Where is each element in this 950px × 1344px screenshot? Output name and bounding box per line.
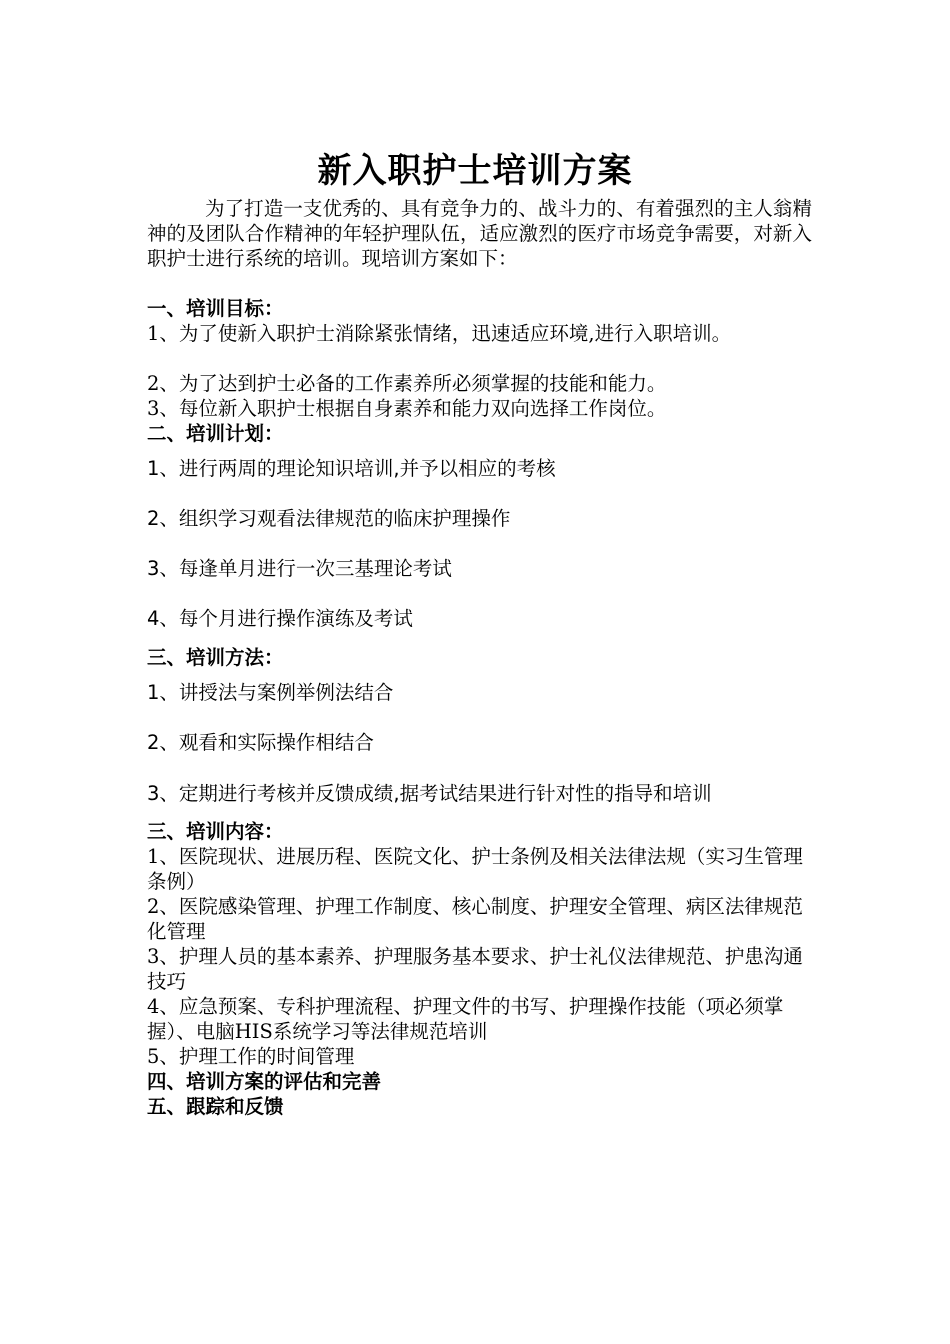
plan-item: 1、进行两周的理论知识培训,并予以相应的考核 <box>147 457 556 480</box>
content-item: 2、医院感染管理、护理工作制度、核心制度、护理安全管理、病区法律规范化管理 <box>147 895 803 943</box>
goal-item: 1、为了使新入职护士消除紧张情绪，迅速适应环境,进行入职培训。 <box>147 322 732 345</box>
section-heading-feedback: 五、跟踪和反馈 <box>147 1095 284 1118</box>
method-item: 3、定期进行考核并反馈成绩,据考试结果进行针对性的指导和培训 <box>147 782 712 805</box>
plan-item: 3、每逢单月进行一次三基理论考试 <box>147 557 452 580</box>
content-item: 5、护理工作的时间管理 <box>147 1045 355 1068</box>
plan-item: 2、组织学习观看法律规范的临床护理操作 <box>147 507 511 530</box>
content-item: 3、护理人员的基本素养、护理服务基本要求、护士礼仪法律规范、护患沟通技巧 <box>147 945 803 993</box>
method-item: 1、讲授法与案例举例法结合 <box>147 681 394 704</box>
plan-item: 4、每个月进行操作演练及考试 <box>147 607 413 630</box>
document-title: 新入职护士培训方案 <box>317 151 633 191</box>
section-heading-methods: 三、培训方法： <box>147 646 284 669</box>
content-item: 4、应急预案、专科护理流程、护理文件的书写、护理操作技能（项必须掌握）、电脑HIS系统学习等法律规范培训 <box>147 995 784 1043</box>
section-heading-plan: 二、培训计划： <box>147 422 284 445</box>
intro-paragraph: 为了打造一支优秀的、具有竞争力的、战斗力的、有着强烈的主人翁精神的及团队合作精神的年轻护理队伍，适应激烈的医疗市场竞争需要，对新入职护士进行系统的培训。现培训方案如下： <box>147 197 812 270</box>
goal-item: 2、为了达到护士必备的工作素养所必须掌握的技能和能力。 <box>147 372 667 395</box>
goal-item: 3、每位新入职护士根据自身素养和能力双向选择工作岗位。 <box>147 397 667 420</box>
section-heading-content: 三、培训内容： <box>147 820 284 843</box>
section-heading-evaluation: 四、培训方案的评估和完善 <box>147 1070 382 1093</box>
section-heading-goals: 一、培训目标： <box>147 297 284 320</box>
method-item: 2、观看和实际操作相结合 <box>147 731 374 754</box>
content-item: 1、医院现状、进展历程、医院文化、护士条例及相关法律法规（实习生管理条例） <box>147 845 803 893</box>
